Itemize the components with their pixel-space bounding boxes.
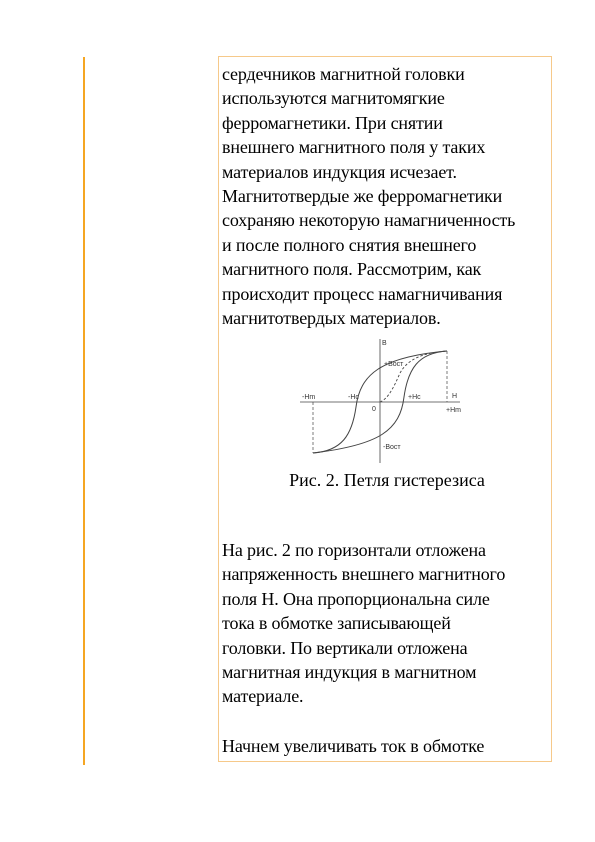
h-c-neg-label: -Hc (348, 394, 359, 401)
text-line: ферромагнетики. При снятии (222, 112, 443, 133)
text-line: тока в обмотке записывающей (222, 613, 451, 634)
text-line: магнитного поля. Рассмотрим, как (222, 259, 482, 280)
text-line: напряженность внешнего магнитного (222, 564, 506, 585)
text-line: Магнитотвердые же ферромагнетики (222, 186, 503, 207)
figure-caption: Рис. 2. Петля гистерезиса (289, 470, 485, 490)
text-line: магнитная индукция в магнитном (222, 662, 477, 683)
text-line: поля Н. Она пропорциональна силе (222, 588, 490, 609)
text-line: головки. По вертикали отложена (222, 637, 468, 658)
text-line: материалов индукция исчезает. (222, 161, 457, 182)
paragraph-1 (222, 62, 552, 330)
hysteresis-figure (300, 335, 470, 465)
text-line: внешнего магнитного поля у таких (222, 137, 486, 158)
b-axis-label: B (382, 340, 387, 347)
text-line: сохраняю некоторую намагниченность (222, 210, 516, 231)
text-line: магнитотвердых материалов. (222, 308, 441, 329)
text-line: материале. (222, 686, 304, 707)
text-line: используются магнитомягкие (222, 88, 445, 109)
text-line: и после полного снятия внешнего (222, 234, 477, 255)
text-line: Начнем увеличивать ток в обмотке (222, 736, 485, 756)
paragraph-2 (222, 538, 552, 709)
b-ost-pos-label: +Bост (384, 361, 404, 368)
margin-line (83, 57, 85, 765)
h-c-pos-label: +Hc (408, 394, 421, 401)
h-m-neg-label: -Hm (302, 394, 316, 401)
paragraph-3 (222, 734, 552, 758)
h-m-pos-label: +Hm (446, 407, 461, 414)
text-line: происходит процесс намагничивания (222, 283, 503, 304)
text-line: сердечников магнитной головки (222, 64, 465, 84)
hysteresis-diagram (300, 335, 470, 465)
h-axis-label: H (452, 393, 458, 400)
origin-label: 0 (372, 406, 376, 413)
b-ost-neg-label: -Bост (383, 444, 401, 451)
text-line: На рис. 2 по горизонтали отложена (222, 540, 486, 560)
